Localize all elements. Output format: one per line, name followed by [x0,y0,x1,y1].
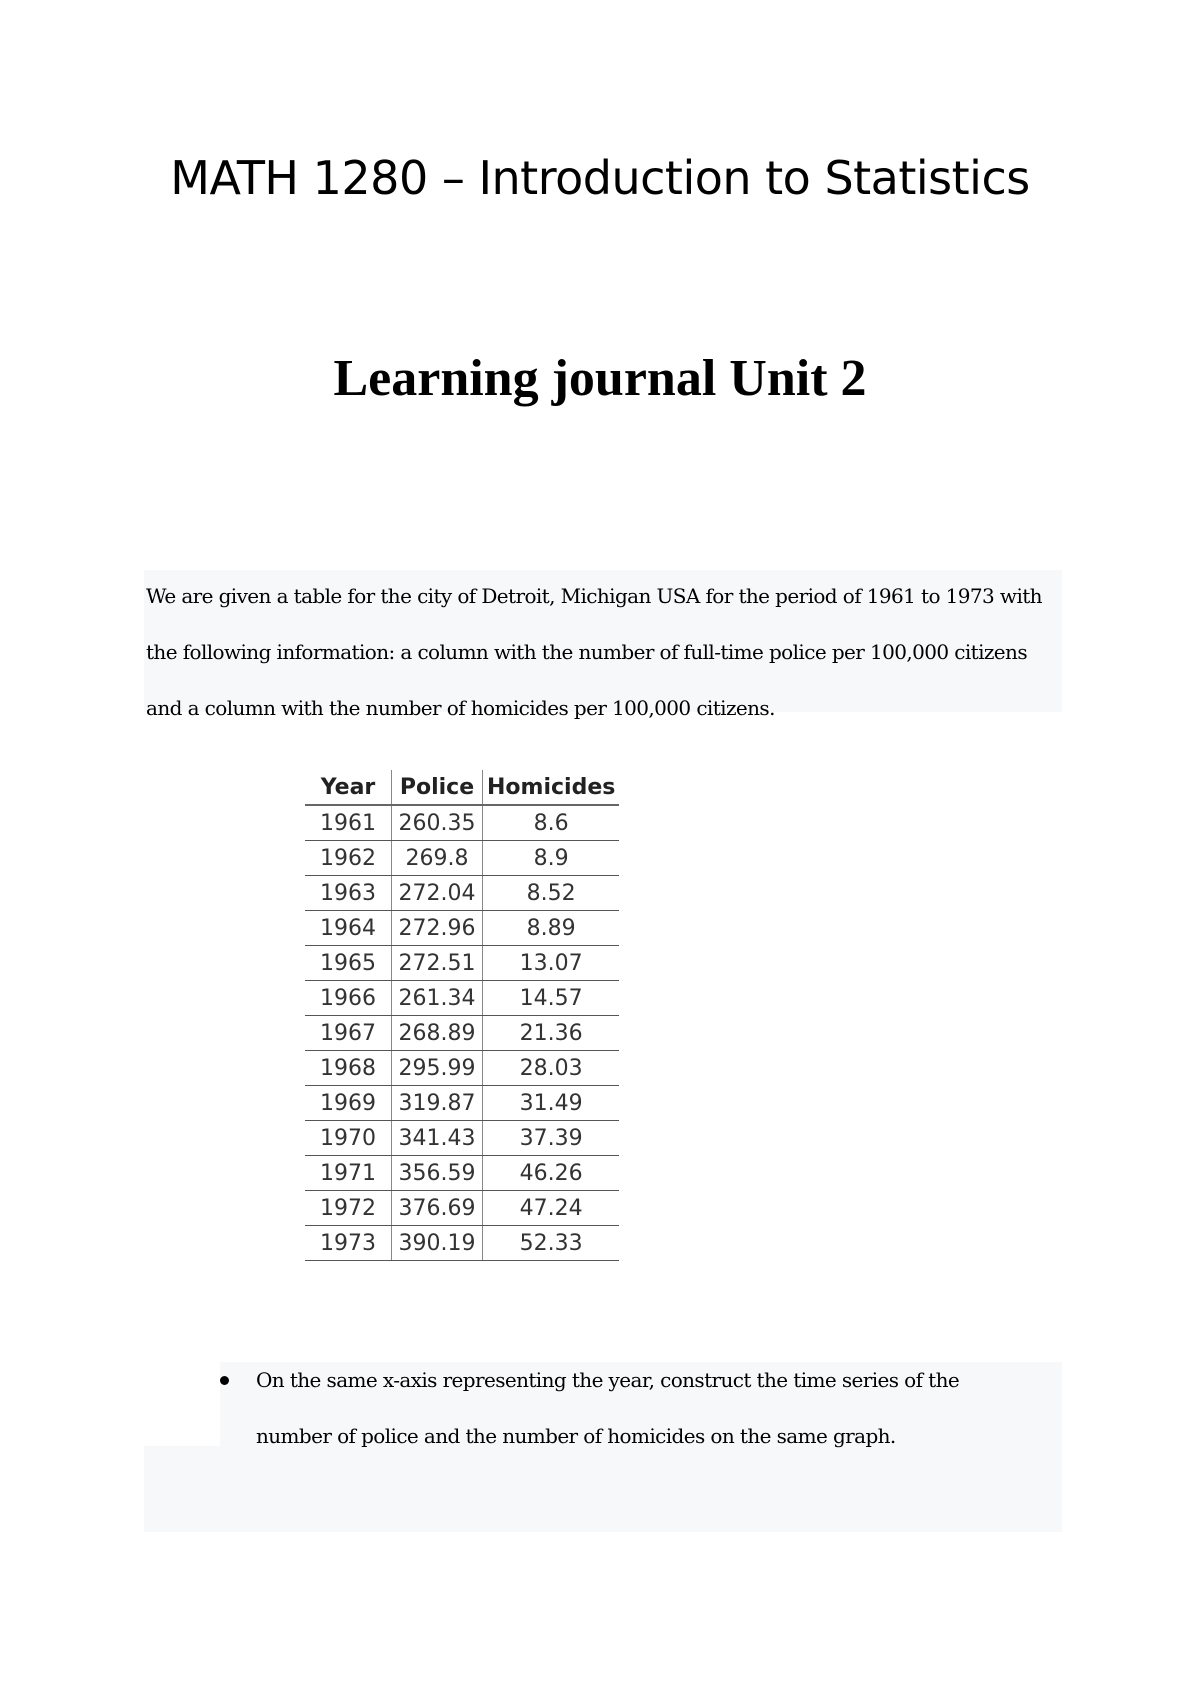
table-body [305,805,619,1261]
cell-homicides: 8.89 [483,911,620,946]
cell-police: 272.51 [392,946,483,981]
cell-homicides: 8.9 [483,841,620,876]
cell-homicides: 8.52 [483,876,620,911]
table-row [305,946,619,981]
cell-year: 1970 [305,1121,392,1156]
cell-police: 341.43 [392,1121,483,1156]
cell-police: 376.69 [392,1191,483,1226]
table-header-row [305,770,619,805]
cell-police: 272.04 [392,876,483,911]
cell-year: 1964 [305,911,392,946]
intro-paragraph: We are given a table for the city of Detroit, Michigan USA for the period of 1961 to 1973 with the following information: a column with the number of full-time police per 100,000 citizens and a column with the number of homicides per 100,000 citizens. [146,584,1042,720]
list-item [218,1352,1038,1464]
cell-homicides: 46.26 [483,1156,620,1191]
table-row [305,1016,619,1051]
table-row [305,911,619,946]
cell-homicides: 37.39 [483,1121,620,1156]
task-list [218,1352,1038,1464]
cell-police: 272.96 [392,911,483,946]
cell-homicides: 21.36 [483,1016,620,1051]
cell-police: 268.89 [392,1016,483,1051]
cell-year: 1972 [305,1191,392,1226]
table-row [305,841,619,876]
column-header-police: Police [392,770,483,805]
cell-police: 260.35 [392,805,483,841]
table-row [305,981,619,1016]
journal-title: Learning journal Unit 2 [333,350,867,407]
bullet-icon [220,1376,229,1385]
table-row [305,1086,619,1121]
cell-police: 390.19 [392,1226,483,1261]
cell-homicides: 13.07 [483,946,620,981]
table-row [305,1191,619,1226]
cell-year: 1965 [305,946,392,981]
column-header-homicides: Homicides [483,770,620,805]
task-text: On the same x-axis representing the year, construct the time series of the number of police and the number of homicides on the same graph. [256,1368,960,1448]
cell-police: 269.8 [392,841,483,876]
cell-homicides: 52.33 [483,1226,620,1261]
detroit-data-table [305,770,619,1261]
table-row [305,1156,619,1191]
column-header-year: Year [305,770,392,805]
cell-police: 319.87 [392,1086,483,1121]
cell-homicides: 31.49 [483,1086,620,1121]
cell-homicides: 28.03 [483,1051,620,1086]
cell-year: 1967 [305,1016,392,1051]
cell-year: 1968 [305,1051,392,1086]
cell-year: 1966 [305,981,392,1016]
table-row [305,1226,619,1261]
cell-year: 1963 [305,876,392,911]
cell-police: 295.99 [392,1051,483,1086]
table-row [305,876,619,911]
cell-year: 1971 [305,1156,392,1191]
course-title: MATH 1280 – Introduction to Statistics [170,151,1030,205]
cell-homicides: 8.6 [483,805,620,841]
table-row [305,1051,619,1086]
cell-year: 1969 [305,1086,392,1121]
cell-homicides: 14.57 [483,981,620,1016]
cell-year: 1962 [305,841,392,876]
cell-police: 261.34 [392,981,483,1016]
table-row [305,805,619,841]
cell-year: 1961 [305,805,392,841]
table-row [305,1121,619,1156]
cell-year: 1973 [305,1226,392,1261]
cell-police: 356.59 [392,1156,483,1191]
cell-homicides: 47.24 [483,1191,620,1226]
